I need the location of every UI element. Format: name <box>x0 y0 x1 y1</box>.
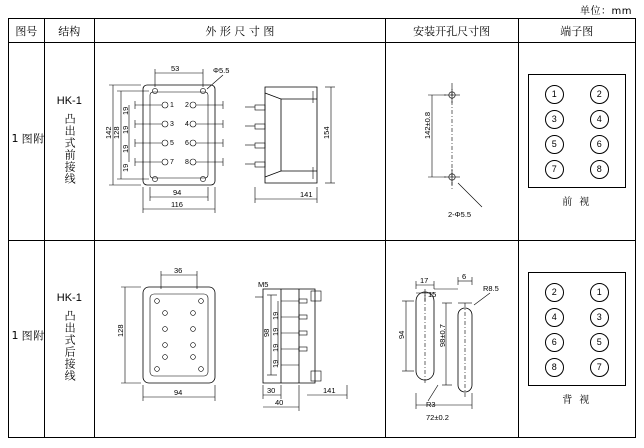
svg-text:19: 19 <box>120 144 130 154</box>
terminal-circle: 5 <box>545 135 564 154</box>
table-row <box>9 43 636 240</box>
structure-text-1: 凸出式前接线 <box>63 112 77 185</box>
svg-text:128: 128 <box>111 126 121 140</box>
outline-cell-2 <box>94 240 385 438</box>
structure-text-2: 凸出式后接线 <box>63 310 77 383</box>
svg-text:5: 5 <box>169 140 174 148</box>
fig-no-cell-2 <box>9 240 45 438</box>
terminal-box-1 <box>528 74 626 188</box>
header-hole: 安装开孔尺寸图 <box>385 19 518 43</box>
structure-cell-1 <box>44 43 94 240</box>
svg-text:98±0.7: 98±0.7 <box>437 323 447 347</box>
svg-text:6: 6 <box>184 140 189 148</box>
svg-text:19: 19 <box>120 106 130 116</box>
svg-text:98: 98 <box>261 328 271 337</box>
svg-text:1: 1 <box>169 102 174 110</box>
svg-text:3: 3 <box>169 121 174 129</box>
svg-text:Φ5.5: Φ5.5 <box>212 66 230 76</box>
svg-text:142: 142 <box>103 126 113 140</box>
terminal-circle: 1 <box>590 283 609 302</box>
fig-no-cell-1 <box>9 43 45 240</box>
outline-drawing-2 <box>95 245 383 433</box>
svg-text:17: 17 <box>419 275 429 285</box>
header-terminal: 端子图 <box>518 19 635 43</box>
svg-text:4: 4 <box>184 121 189 129</box>
terminal-circle: 3 <box>545 110 564 129</box>
outline-cell-1 <box>94 43 385 240</box>
svg-text:36: 36 <box>173 265 183 275</box>
svg-text:53: 53 <box>170 64 180 74</box>
terminal-circle: 7 <box>590 358 609 377</box>
svg-text:6: 6 <box>461 271 466 281</box>
svg-text:R8.5: R8.5 <box>482 283 499 293</box>
svg-text:154: 154 <box>321 126 331 140</box>
fig-no-text-2: 附 图 1 <box>8 329 45 346</box>
svg-text:141: 141 <box>322 385 336 395</box>
header-outline: 外 形 尺 寸 图 <box>94 19 385 43</box>
svg-text:142±0.8: 142±0.8 <box>422 112 432 140</box>
terminal-view-label-2: 背 视 <box>562 394 592 406</box>
structure-model-1: HK-1 <box>56 94 82 107</box>
header-structure: 结构 <box>44 19 94 43</box>
svg-text:7: 7 <box>169 159 174 167</box>
terminal-circle: 6 <box>545 333 564 352</box>
svg-text:2: 2 <box>184 102 189 110</box>
svg-text:8: 8 <box>184 159 189 167</box>
svg-text:19: 19 <box>270 311 280 320</box>
terminal-circle: 7 <box>545 160 564 179</box>
svg-text:M5: M5 <box>257 279 269 289</box>
hole-cell-1 <box>385 43 518 240</box>
hole-drawing-2 <box>386 245 516 433</box>
svg-text:19: 19 <box>270 327 280 336</box>
terminal-circle: 4 <box>545 308 564 327</box>
terminal-circle: 6 <box>590 135 609 154</box>
svg-text:116: 116 <box>170 200 183 210</box>
svg-text:94: 94 <box>173 387 183 397</box>
structure-cell-2 <box>44 240 94 438</box>
svg-text:19: 19 <box>270 359 280 368</box>
header-fig-no: 图号 <box>9 19 45 43</box>
terminal-box-2 <box>528 272 626 386</box>
structure-model-2: HK-1 <box>56 292 82 305</box>
svg-text:R3: R3 <box>425 399 436 409</box>
svg-text:30: 30 <box>266 385 276 395</box>
terminal-cell-1 <box>518 43 635 240</box>
hole-cell-2 <box>385 240 518 438</box>
fig-no-text-1: 附 图 1 <box>8 131 45 148</box>
svg-text:40: 40 <box>274 397 284 407</box>
unit-note: 单位：mm <box>580 6 632 17</box>
svg-text:128: 128 <box>115 324 125 337</box>
terminal-circle: 2 <box>590 85 609 104</box>
terminal-circle: 2 <box>545 283 564 302</box>
svg-text:72±0.2: 72±0.2 <box>425 412 449 422</box>
terminal-circle: 3 <box>590 308 609 327</box>
terminal-circle: 8 <box>545 358 564 377</box>
svg-text:15: 15 <box>427 289 437 299</box>
svg-text:2-Φ5.5: 2-Φ5.5 <box>447 210 471 220</box>
terminal-circle: 5 <box>590 333 609 352</box>
terminal-view-label-1: 前 视 <box>562 197 592 209</box>
svg-text:19: 19 <box>270 343 280 352</box>
outline-drawing-1 <box>95 47 383 235</box>
svg-text:19: 19 <box>120 125 130 135</box>
terminal-cell-2 <box>518 240 635 438</box>
svg-text:141: 141 <box>299 190 313 200</box>
table-row <box>9 240 636 438</box>
terminal-circle: 8 <box>590 160 609 179</box>
svg-text:94: 94 <box>172 188 182 198</box>
svg-text:94: 94 <box>396 330 406 339</box>
hole-drawing-1 <box>386 47 516 235</box>
terminal-circle: 1 <box>545 85 564 104</box>
table-header-row <box>9 19 636 43</box>
spec-table <box>8 18 636 438</box>
terminal-circle: 4 <box>590 110 609 129</box>
svg-text:19: 19 <box>120 163 130 173</box>
